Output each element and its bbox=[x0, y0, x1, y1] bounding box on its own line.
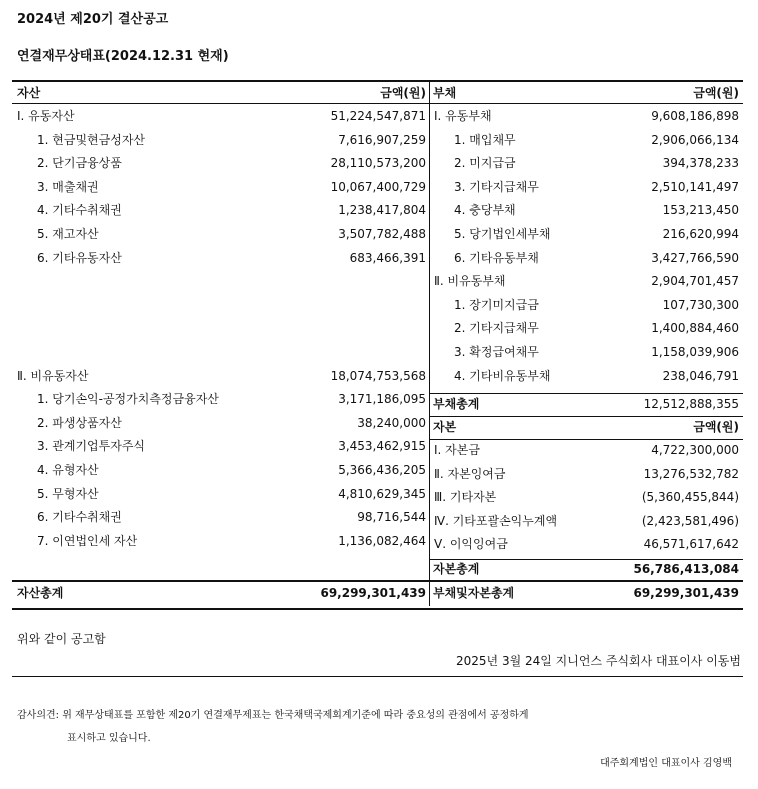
equity-row-label: Ⅳ. 기타포괄손익누계액 bbox=[434, 513, 558, 528]
asset-row-label: 6. 기타수취채권 bbox=[37, 510, 122, 525]
liability-row-amount: 3,427,766,590 bbox=[651, 250, 739, 265]
liabilities-total-amount: 12,512,888,355 bbox=[643, 397, 739, 411]
asset-row-label: 3. 매출채권 bbox=[37, 179, 99, 194]
equity-row-label: Ⅴ. 이익잉여금 bbox=[434, 537, 508, 552]
asset-row-label: 7. 이연법인세 자산 bbox=[37, 533, 138, 548]
asset-row-amount: 1,136,082,464 bbox=[338, 533, 426, 548]
equity-amount-header: 금액(원) bbox=[693, 420, 739, 434]
liability-row-amount: 9,608,186,898 bbox=[651, 109, 739, 123]
liability-row-label: 2. 미지급금 bbox=[454, 156, 516, 171]
asset-row-label: 1. 현금및현금성자산 bbox=[37, 132, 146, 147]
liability-row-amount: 153,213,450 bbox=[662, 203, 739, 218]
asset-row-label: 5. 재고자산 bbox=[37, 227, 99, 241]
liability-row-amount: 238,046,791 bbox=[662, 368, 739, 383]
liabilities-total-label: 부채총계 bbox=[433, 397, 480, 411]
equity-row-label: Ⅲ. 기타자본 bbox=[434, 490, 497, 505]
assets-total-label: 자산총계 bbox=[17, 586, 64, 600]
liability-row-amount: 394,378,233 bbox=[662, 156, 739, 171]
asset-row-amount: 3,507,782,488 bbox=[338, 227, 426, 241]
liability-row-label: 1. 매입채무 bbox=[454, 132, 516, 147]
auditor: 대주회계법인 대표이사 김영백 bbox=[600, 758, 732, 769]
asset-row-label: Ⅰ. 유동자산 bbox=[17, 109, 75, 123]
asset-row-amount: 28,110,573,200 bbox=[330, 156, 426, 171]
asset-row-label: 4. 유형자산 bbox=[37, 463, 99, 477]
grand-total-label: 부채및자본총계 bbox=[433, 586, 515, 600]
liability-row-amount: 216,620,994 bbox=[662, 227, 739, 241]
liability-row-label: 6. 기타유동부채 bbox=[454, 250, 539, 265]
asset-row-label: 3. 관계기업투자주식 bbox=[37, 439, 146, 454]
liability-row-label: 1. 장기미지급금 bbox=[454, 297, 539, 312]
equity-row-amount: (2,423,581,496) bbox=[641, 513, 739, 528]
asset-row-label: 1. 당기손익-공정가치측정금융자산 bbox=[37, 392, 219, 407]
audit-opinion-line1: 감사의견: 위 재무상태표를 포함한 제20기 연결재무제표는 한국채택국제회계기준에 따라 중요성의 관점에서 공정하게 bbox=[17, 710, 529, 721]
asset-row-label: 2. 단기금융상품 bbox=[37, 156, 122, 171]
assets-total-amount: 69,299,301,439 bbox=[320, 586, 426, 600]
notice-text: 위와 같이 공고함 bbox=[17, 632, 106, 646]
equity-row-amount: 46,571,617,642 bbox=[643, 537, 739, 552]
asset-row-amount: 51,224,547,871 bbox=[330, 109, 426, 123]
asset-row-amount: 18,074,753,568 bbox=[330, 368, 426, 383]
asset-row-amount: 683,466,391 bbox=[349, 250, 426, 265]
asset-row-label: 4. 기타수취채권 bbox=[37, 203, 122, 218]
asset-row-amount: 98,716,544 bbox=[357, 510, 426, 525]
liabilities-header: 부채 bbox=[433, 86, 457, 100]
liability-row-label: 2. 기타지급채무 bbox=[454, 321, 539, 336]
asset-row-amount: 3,171,186,095 bbox=[338, 392, 426, 407]
liability-row-label: 3. 기타지급채무 bbox=[454, 179, 539, 194]
asset-row-label: 2. 파생상품자산 bbox=[37, 415, 122, 430]
grand-total-amount: 69,299,301,439 bbox=[633, 586, 739, 600]
equity-row-amount: (5,360,455,844) bbox=[641, 490, 739, 505]
assets-header: 자산 bbox=[17, 86, 41, 100]
asset-row-amount: 3,453,462,915 bbox=[338, 439, 426, 454]
liability-row-label: 5. 당기법인세부채 bbox=[454, 227, 551, 241]
signature-divider bbox=[12, 676, 743, 677]
header-divider bbox=[12, 103, 743, 104]
liabilities-amount-header: 금액(원) bbox=[693, 86, 739, 100]
equity-row-amount: 13,276,532,782 bbox=[643, 466, 739, 481]
asset-row-label: 6. 기타유동자산 bbox=[37, 250, 122, 265]
equity-row-label: Ⅱ. 자본잉여금 bbox=[434, 466, 506, 481]
asset-row-label: Ⅱ. 비유동자산 bbox=[17, 368, 89, 383]
liability-row-amount: 2,510,141,497 bbox=[651, 179, 739, 194]
liability-row-amount: 1,400,884,460 bbox=[651, 321, 739, 336]
asset-row-amount: 4,810,629,345 bbox=[338, 486, 426, 501]
liability-row-amount: 107,730,300 bbox=[662, 297, 739, 312]
asset-row-amount: 38,240,000 bbox=[357, 415, 426, 430]
equity-row-amount: 4,722,300,000 bbox=[651, 443, 739, 457]
equity-header: 자본 bbox=[433, 420, 457, 434]
notice-title: 2024년 제20기 결산공고 bbox=[17, 12, 169, 27]
liability-row-label: 4. 충당부채 bbox=[454, 203, 516, 218]
audit-opinion-line2: 표시하고 있습니다. bbox=[67, 733, 151, 744]
liability-row-amount: 2,904,701,457 bbox=[651, 274, 739, 289]
signature: 2025년 3월 24일 지니언스 주식회사 대표이사 이동범 bbox=[456, 654, 741, 668]
statement-title: 연결재무상태표(2024.12.31 현재) bbox=[17, 49, 229, 64]
liability-row-label: 4. 기타비유동부채 bbox=[454, 368, 551, 383]
asset-row-label: 5. 무형자산 bbox=[37, 486, 99, 501]
liability-row-label: Ⅰ. 유동부채 bbox=[434, 109, 492, 123]
liability-row-label: Ⅱ. 비유동부채 bbox=[434, 274, 506, 289]
asset-row-amount: 10,067,400,729 bbox=[330, 179, 426, 194]
liability-row-label: 3. 확정급여채무 bbox=[454, 345, 539, 359]
asset-row-amount: 7,616,907,259 bbox=[338, 132, 426, 147]
asset-row-amount: 1,238,417,804 bbox=[338, 203, 426, 218]
liability-row-amount: 2,906,066,134 bbox=[651, 132, 739, 147]
equity-header-line bbox=[430, 439, 743, 440]
equity-total-amount: 56,786,413,084 bbox=[633, 562, 739, 576]
assets-amount-header: 금액(원) bbox=[380, 86, 426, 100]
grand-total-line bbox=[12, 580, 743, 582]
asset-row-amount: 5,366,436,205 bbox=[338, 463, 426, 477]
equity-total-label: 자본총계 bbox=[433, 562, 480, 576]
liability-row-amount: 1,158,039,906 bbox=[651, 345, 739, 359]
equity-row-label: Ⅰ. 자본금 bbox=[434, 443, 480, 457]
column-divider bbox=[429, 80, 430, 606]
